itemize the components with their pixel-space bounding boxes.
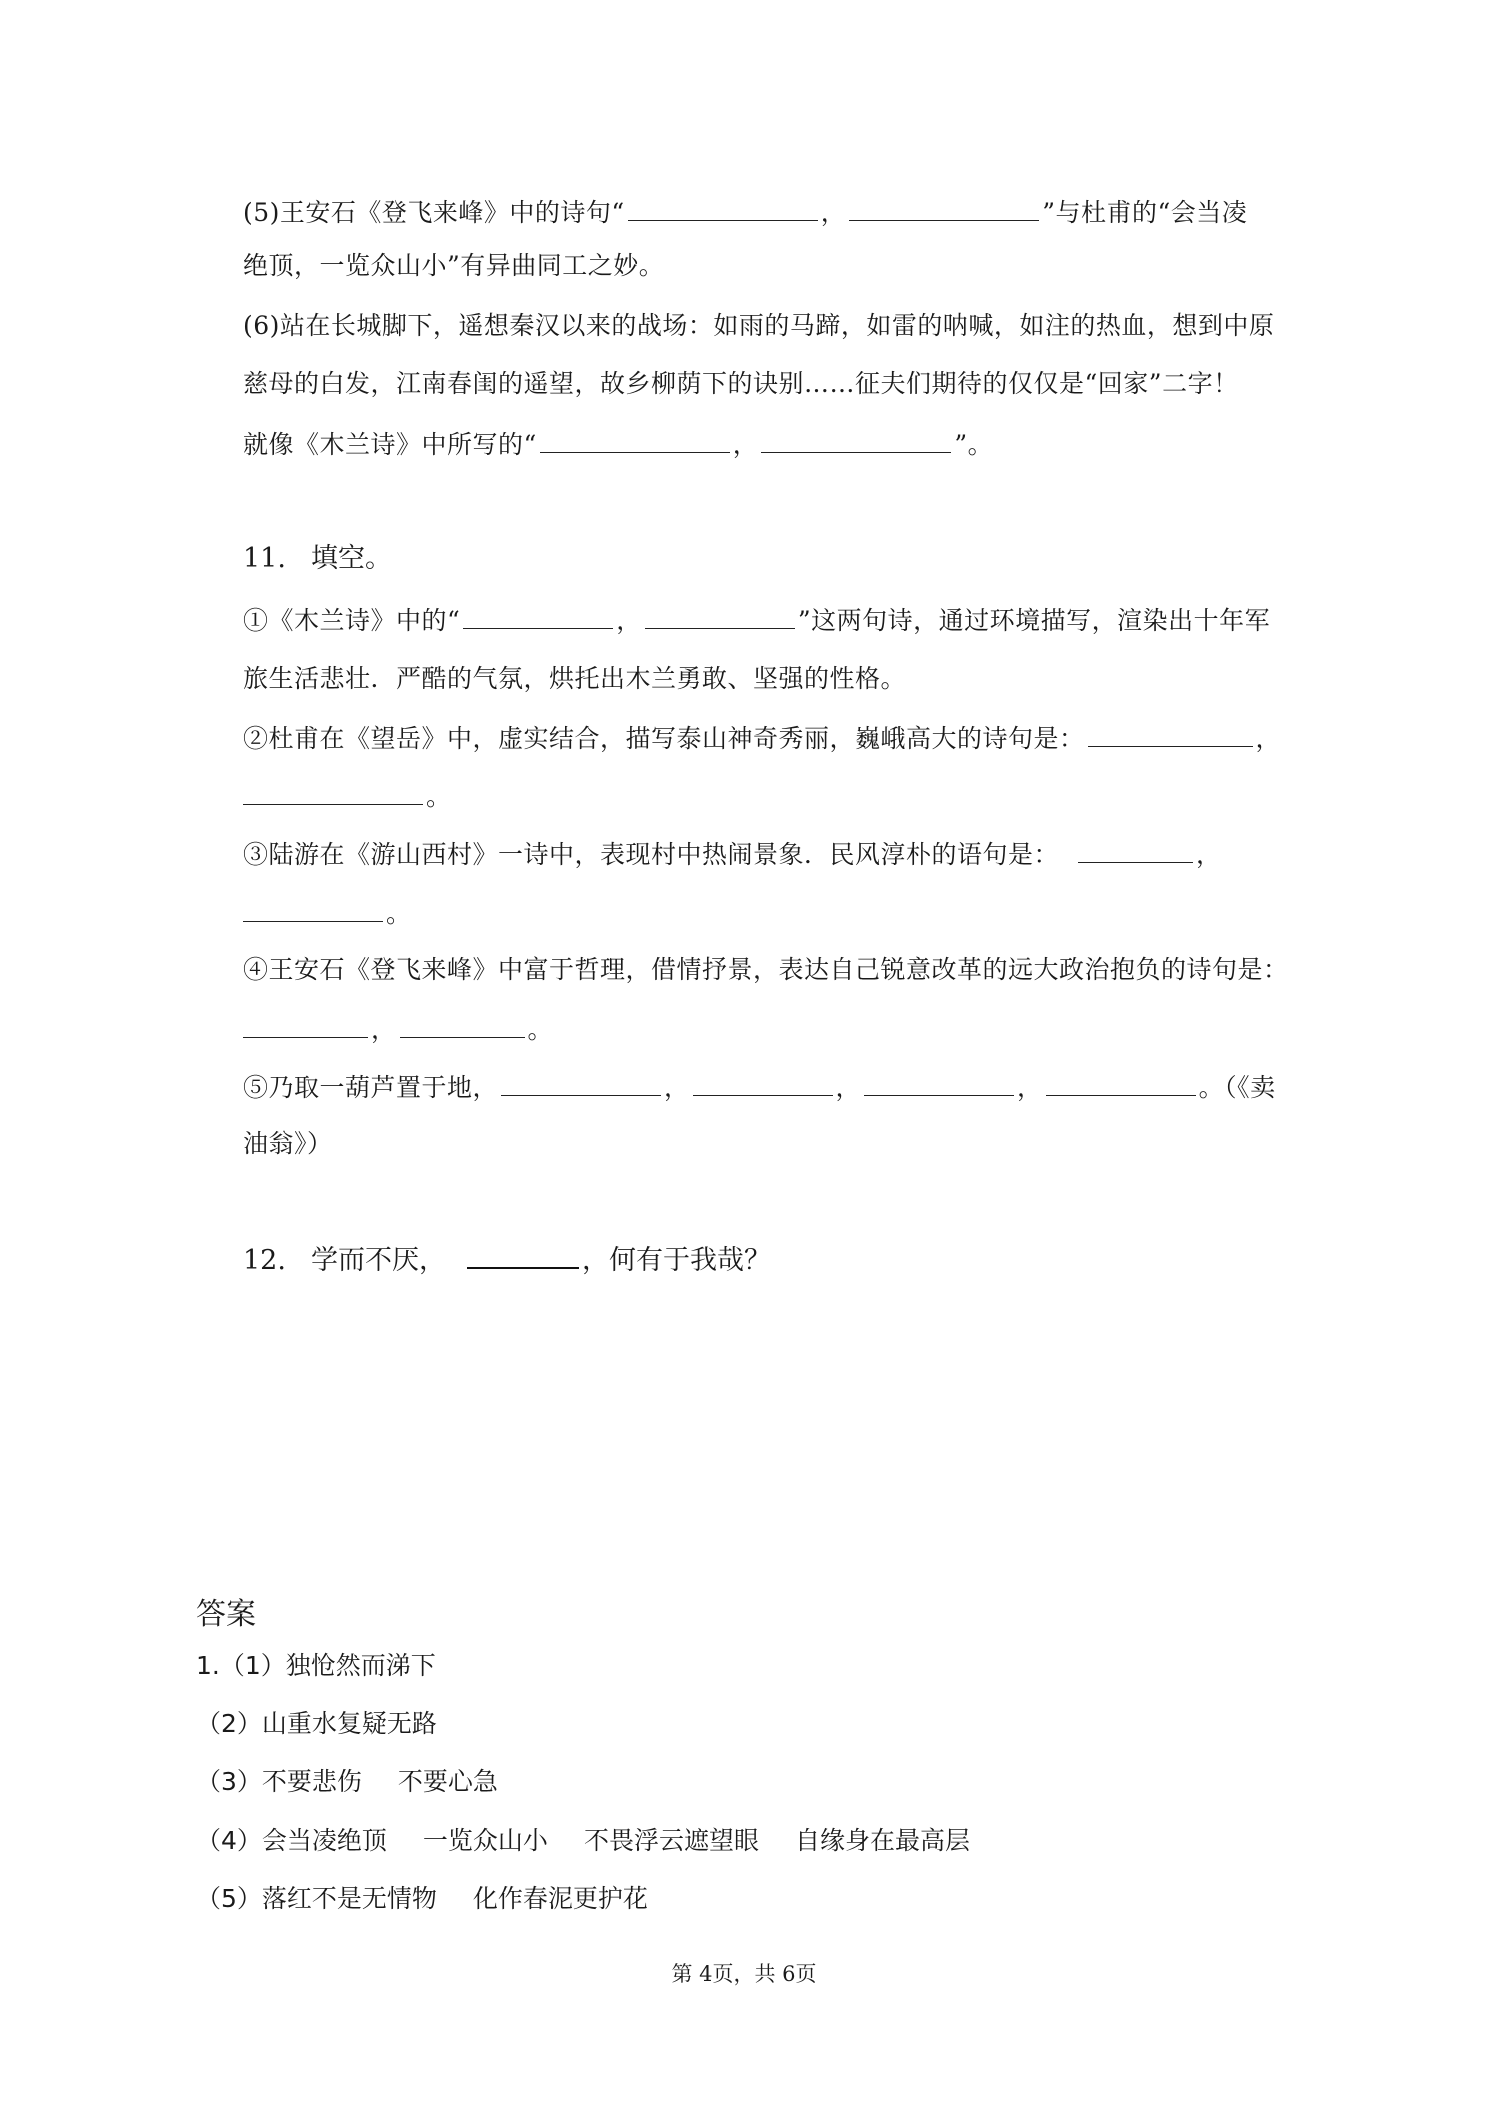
answer-text: 独怆然而涕下 [285,1651,436,1680]
q10-item-6-text-end: ”。 [954,430,994,459]
answer-line [196,1709,437,1739]
answer-label: （5） [196,1884,262,1913]
q11-item-3-line1 [243,838,1222,870]
q11-item-2-line1 [243,722,1281,754]
separator: ， [835,1073,862,1102]
q10-item-5-text: (5)王安石《登飞来峰》中的诗句“ [243,198,625,227]
answer-blank[interactable] [400,1013,525,1038]
separator: ， [820,198,847,227]
period: 。 [426,782,452,811]
q11-item-5-line2: 油翁》） [243,1129,333,1158]
question-number: 12. [243,1245,286,1276]
q11-item-4-line1: ④王安石《登飞来峰》中富于哲理，借情抒景，表达自己锐意改革的远大政治抱负的诗句是： [243,955,1289,984]
question-title: 填空。 [311,543,392,574]
separator: ， [732,430,759,459]
q11-item-1-text: ①《木兰诗》中的“ [243,606,461,635]
answer-line [196,1767,498,1797]
answer-blank[interactable] [864,1071,1014,1096]
page-footer: 第 4页，共 6页 [671,1962,817,1986]
answer-text: 不畏浮云遮望眼 [583,1826,759,1855]
q11-item-4-line2 [243,1013,553,1045]
question-number: 11. [243,543,286,574]
answer-text: 不要心急 [397,1767,498,1796]
answer-text: 山重水复疑无路 [261,1709,437,1738]
answer-blank[interactable] [693,1071,833,1096]
answer-blank[interactable] [540,428,730,453]
answer-label: 1.（1） [196,1651,286,1680]
q10-item-6-line3 [243,428,993,460]
answer-line [196,1884,648,1914]
q11-item-1-line2: 旅生活悲壮．严酷的气氛，烘托出木兰勇敢、坚强的性格。 [243,664,907,693]
answer-text: 化作春泥更护花 [472,1884,648,1913]
answer-blank[interactable] [645,604,795,629]
q11-item-5-text: ⑤乃取一葫芦置于地， [243,1073,499,1102]
answer-line [196,1826,970,1856]
q11-item-2-text: ②杜甫在《望岳》中，虚实结合，描写泰山神奇秀丽，巍峨高大的诗句是： [243,724,1085,753]
answer-text: 落红不是无情物 [261,1884,437,1913]
answer-blank[interactable] [467,1243,579,1269]
q10-item-5-line2: 绝顶，一览众山小”有异曲同工之妙。 [243,251,665,280]
answer-label: （4） [196,1826,262,1855]
separator: ， [664,1073,690,1102]
answer-label: （3） [196,1767,262,1796]
answer-line [196,1651,436,1681]
answer-blank[interactable] [501,1071,661,1096]
q10-item-6-line2: 慈母的白发，江南春闺的遥望，故乡柳荫下的诀别……征夫们期待的仅仅是“回家”二字！ [243,369,1239,398]
answer-text: 会当凌绝顶 [261,1826,387,1855]
answer-blank[interactable] [1088,722,1253,747]
q10-item-6-line1: (6)站在长城脚下，遥想秦汉以来的战场：如雨的马蹄，如雷的呐喊，如注的热血，想到中原 [243,311,1275,340]
q11-item-3-line2 [243,897,412,929]
q11-item-5-text-end: 。（《卖 [1198,1073,1276,1102]
separator: ， [371,1015,397,1044]
q11-item-1-line1 [243,604,1270,636]
q12-text: 学而不厌， [311,1245,446,1276]
answer-text: 不要悲伤 [261,1767,362,1796]
q11-item-1-text-end: ”这两句诗，通过环境描写，渲染出十年军 [797,606,1271,635]
answer-text: 自缘身在最高层 [794,1826,970,1855]
q10-item-6-text: 就像《木兰诗》中所写的“ [243,430,537,459]
answer-blank[interactable] [1046,1071,1196,1096]
answer-blank[interactable] [628,196,818,221]
answer-blank[interactable] [243,780,423,805]
answer-blank[interactable] [849,196,1039,221]
separator: ， [616,606,642,635]
q10-item-5-line1 [243,196,1247,228]
q12-text-end: ，何有于我哉？ [582,1245,771,1276]
separator: ， [1017,1073,1043,1102]
answer-text: 一览众山小 [422,1826,548,1855]
q11-item-2-line2 [243,780,452,812]
answer-blank[interactable] [243,897,383,922]
q11-item-3-text: ③陆游在《游山西村》一诗中，表现村中热闹景象．民风淳朴的语句是： [243,840,1060,869]
q11-item-5-line1 [243,1071,1276,1103]
answer-blank[interactable] [243,1013,368,1038]
period: 。 [527,1015,554,1044]
q10-item-5-text-end: ”与杜甫的“会当凌 [1042,198,1248,227]
q12-line [243,1243,771,1277]
separator: ， [1255,724,1282,753]
separator: ， [1196,840,1222,869]
answers-title: 答案 [196,1597,256,1632]
q11-header [243,543,392,575]
answer-blank[interactable] [1078,838,1193,863]
answer-blank[interactable] [761,428,951,453]
answer-blank[interactable] [463,604,613,629]
period: 。 [386,899,412,928]
answer-label: （2） [196,1709,262,1738]
